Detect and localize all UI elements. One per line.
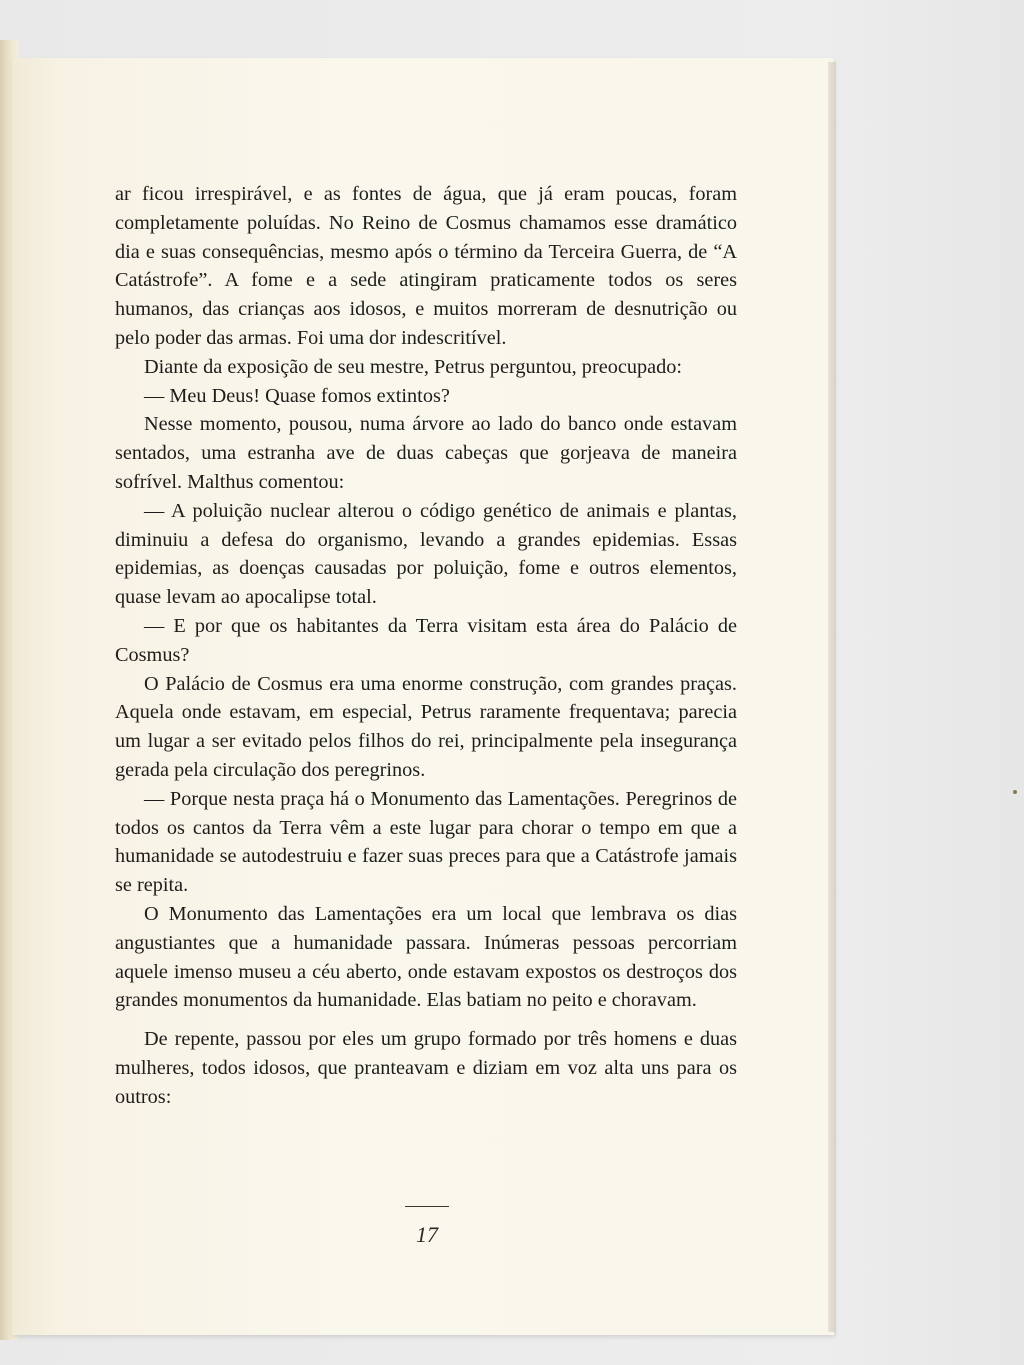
paragraph: Nesse momento, pousou, numa árvore ao lado do banco onde estavam sentados, uma estranha ave de duas cabeças que gorjeava de maneira sofrível. Malthus comentou: [115, 413, 737, 493]
paragraph: Diante da exposição de seu mestre, Petrus perguntou, preocupado: [144, 355, 683, 378]
body-text [115, 180, 737, 1112]
dust-speck [1013, 790, 1017, 794]
dialogue-line: — Porque nesta praça há o Monumento das Lamentações. Peregrinos de todos os cantos da Terra vêm a este lugar para chorar o tempo em que a humanidade se autodestruiu e fazer suas preces para que a Catástrofe jamais se repita. [115, 787, 737, 897]
paragraph: O Monumento das Lamentações era um local que lembrava os dias angustiantes que a humanidade passara. Inúmeras pessoas percorriam aquele imenso museu a céu aberto, onde estavam expostos os destroços dos grandes monumentos da humanidade. Elas batiam no peito e choravam. [115, 902, 737, 1012]
dialogue-line: — A poluição nuclear alterou o código genético de animais e plantas, diminuiu a defesa do organismo, levando a grandes epidemias. Essas epidemias, as doenças causadas por poluição, fome e outros elementos, quase levam ao apocalipse total. [115, 499, 737, 609]
paragraph: De repente, passou por eles um grupo formado por três homens e duas mulheres, todos idosos, que pranteavam e diziam em voz alta uns para os outros: [115, 1028, 737, 1108]
paragraph: O Palácio de Cosmus era uma enorme construção, com grandes praças. Aquela onde estavam, em especial, Petrus raramente frequentava; parecia um lugar a ser evitado pelos filhos do rei, principalmente pela insegurança gerada pela circulação dos peregrinos. [115, 672, 737, 781]
paragraph: ar ficou irrespirável, e as fontes de água, que já eram poucas, foram completamente poluídas. No Reino de Cosmus chamamos esse dramático dia e suas consequências, mesmo após o término da Terceira Guerra, de “A Catástrofe”. A fome e a sede atingiram praticamente todos os seres humanos, das crianças aos idosos, e muitos morreram de desnutrição ou pelo poder das armas. Foi uma dor indescritível. [115, 183, 737, 349]
dialogue-line: — E por que os habitantes da Terra visitam esta área do Palácio de Cosmus? [115, 614, 737, 666]
page-number-rule [405, 1206, 449, 1207]
page-edge [828, 62, 836, 1332]
page-number: 17 [416, 1222, 438, 1247]
dialogue-line: — Meu Deus! Quase fomos extintos? [144, 384, 450, 407]
